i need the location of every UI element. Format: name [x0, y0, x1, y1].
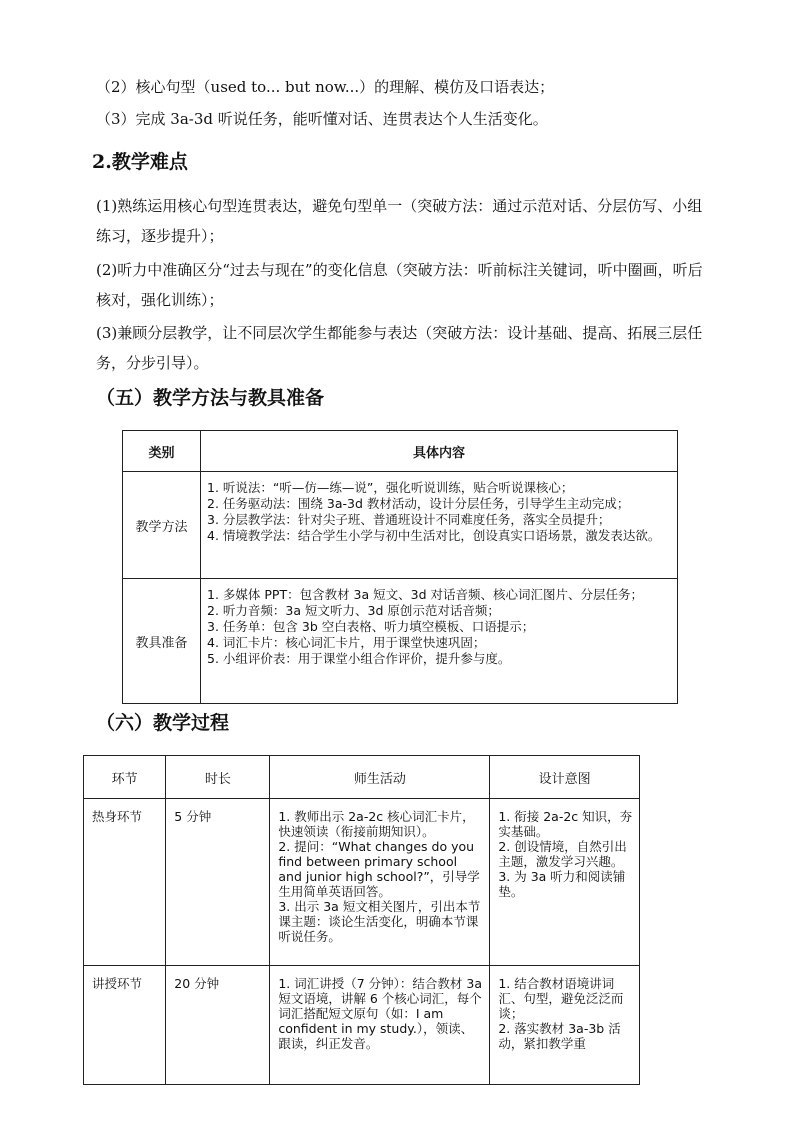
intentions-cell — [490, 966, 640, 1085]
activities-cell — [270, 799, 490, 966]
list-item: 1. 结合教材语境讲词汇、句型，避免泛泛而谈； — [498, 976, 624, 1021]
process-table-header — [84, 756, 640, 799]
difficulty-paragraph-3: (3)兼顾分层教学，让不同层次学生都能参与表达（突破方法：设计基础、提高、拓展三层任务，分步引导）。 — [96, 324, 703, 372]
difficulty-paragraph-1: (1)熟练运用核心句型连贯表达，避免句型单一（突破方法：通过示范对话、分层仿写、小组练习，逐步提升）； — [96, 197, 703, 245]
objective-item-2: （2）核心句型（used to... but now...）的理解、模仿及口语表达； — [96, 78, 555, 96]
objective-item-3: （3）完成 3a-3d 听说任务，能听懂对话、连贯表达个人生活变化。 — [96, 110, 548, 128]
list-item: 1. 多媒体 PPT：包含教材 3a 短文、3d 对话音频、核心词汇图片、分层任务； — [207, 587, 644, 602]
category-cell: 教具准备 — [123, 579, 201, 704]
process-table — [83, 755, 640, 1085]
table-row — [123, 579, 678, 704]
header-stage: 环节 — [84, 756, 166, 799]
list-item: 3. 为 3a 听力和阅读铺垫。 — [498, 869, 626, 899]
difficulty-heading: 2.教学难点 — [92, 151, 188, 173]
list-item: 5. 小组评价表：用于课堂小组合作评价，提升参与度。 — [207, 651, 511, 666]
list-item: 1. 词汇讲授（7 分钟）：结合教材 3a 短文语境，讲解 6 个核心词汇，每个词汇搭配短文原句（如：I am confident in my study.），领读、跟读，纠正发音。 — [278, 976, 483, 1051]
list-item: 2. 听力音频：3a 短文听力、3d 原创示范对话音频； — [207, 603, 500, 618]
list-item: 2. 提问：“What changes do you find between primary school and junior high school?”，引导学生用简单英语回答。 — [278, 839, 480, 899]
list-item: 3. 分层教学法：针对尖子班、普通班设计不同难度任务，落实全员提升； — [207, 512, 611, 527]
header-category: 类别 — [123, 431, 201, 472]
header-activities: 师生活动 — [270, 756, 490, 799]
header-intentions: 设计意图 — [490, 756, 640, 799]
header-content: 具体内容 — [201, 431, 678, 472]
header-duration: 时长 — [166, 756, 270, 799]
activities-cell — [270, 966, 490, 1085]
methods-heading: （五）教学方法与教具准备 — [96, 387, 325, 409]
process-heading: （六）教学过程 — [96, 712, 230, 734]
list-item: 3. 出示 3a 短文相关图片，引出本节课主题：谈论生活变化，明确本节课听说任务。 — [278, 899, 481, 944]
difficulty-paragraph-2: (2)听力中准确区分“过去与现在”的变化信息（突破方法：听前标注关键词，听中圈画，听后核对，强化训练）； — [96, 261, 703, 309]
list-item: 3. 任务单：包含 3b 空白表格、听力填空模板、口语提示； — [207, 619, 535, 634]
list-item: 2. 落实教材 3a-3b 活动，紧扣教学重 — [498, 1021, 621, 1051]
category-cell: 教学方法 — [123, 472, 201, 579]
duration-cell: 20 分钟 — [166, 966, 270, 1085]
content-cell — [201, 579, 678, 704]
methods-table — [122, 430, 678, 704]
list-item: 4. 词汇卡片：核心词汇卡片，用于课堂快速巩固； — [207, 635, 486, 650]
stage-cell: 热身环节 — [84, 799, 166, 966]
list-item: 1. 听说法：“听—仿—练—说”，强化听说训练，贴合听说课核心； — [207, 480, 574, 495]
list-item: 1. 衔接 2a-2c 知识，夯实基础。 — [498, 809, 633, 839]
list-item: 2. 任务驱动法：围绕 3a-3d 教材活动，设计分层任务，引导学生主动完成； — [207, 496, 630, 511]
intentions-cell — [490, 799, 640, 966]
stage-cell: 讲授环节 — [84, 966, 166, 1085]
table-row — [123, 472, 678, 579]
duration-cell: 5 分钟 — [166, 799, 270, 966]
content-cell — [201, 472, 678, 579]
list-item: 2. 创设情境，自然引出主题，激发学习兴趣。 — [498, 839, 627, 869]
list-item: 4. 情境教学法：结合学生小学与初中生活对比，创设真实口语场景，激发表达欲。 — [207, 528, 661, 543]
table-row — [84, 966, 640, 1085]
methods-table-header — [123, 431, 678, 472]
list-item: 1. 教师出示 2a-2c 核心词汇卡片，快速领读（衔接前期知识）。 — [278, 809, 475, 839]
table-row — [84, 799, 640, 966]
